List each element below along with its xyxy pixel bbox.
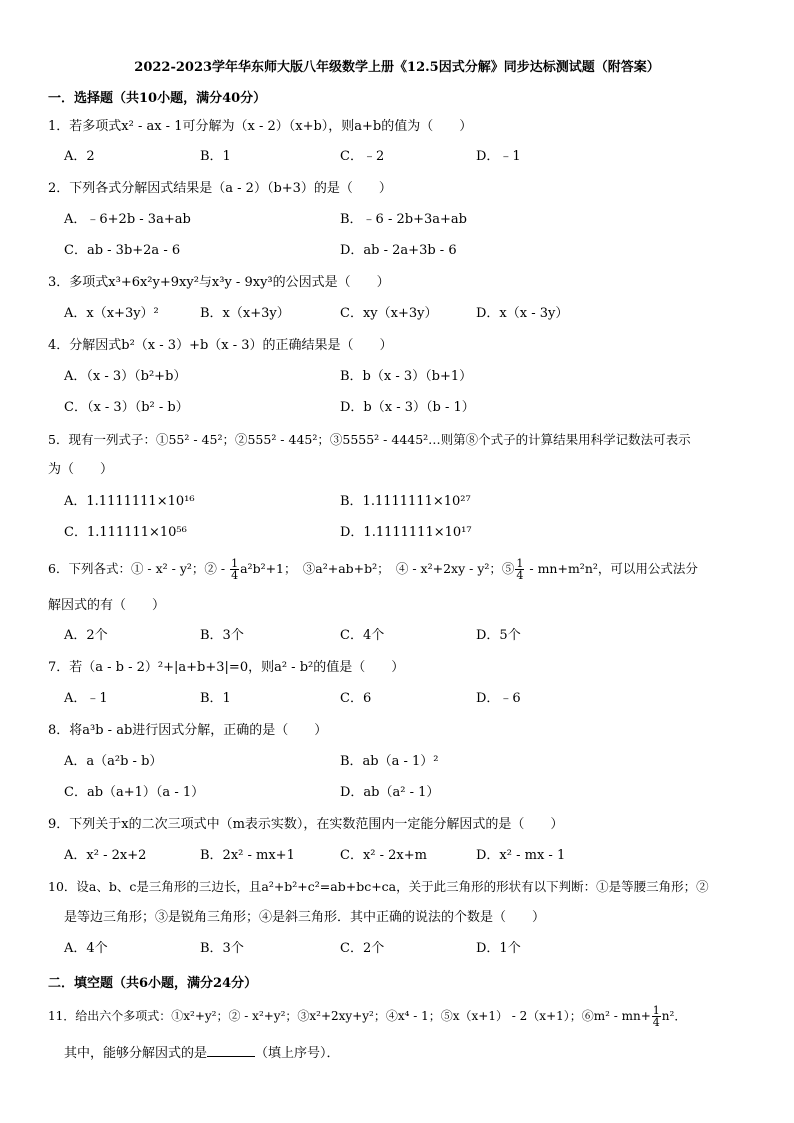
- page-title: 2022-2023学年华东师大版八年级数学上册《12.5因式分解》同步达标测试题（附答案）: [134, 60, 660, 75]
- question-7-stem: 7．若（a - b - 2）²+|a+b+3|=0，则a² - b²的值是（ ）: [48, 660, 405, 675]
- question-8-stem: 8．将a³b - ab进行因式分解，正确的是（ ）: [48, 723, 328, 738]
- fraction-one-quarter: [652, 1005, 661, 1028]
- question-7-option-c: C．6: [340, 691, 372, 706]
- question-5-stem: 5．现有一列式子：①55² - 45²；②555² - 445²；③5555² - 4445²…则第⑧个式子的计算结果用科学记数法可表示: [48, 432, 691, 447]
- question-5-stem-continued: 为（ ）: [48, 462, 114, 477]
- question-3-option-c: C．xy（x+3y）: [340, 306, 438, 321]
- question-7-option-a: A．﹣1: [64, 691, 108, 706]
- question-9-option-b: B．2x² - mx+1: [200, 848, 295, 863]
- fraction-one-quarter: [230, 558, 239, 581]
- question-2-option-d: D．ab - 2a+3b - 6: [340, 243, 457, 258]
- question-11-stem-continued: [64, 1044, 340, 1063]
- question-8-option-b: B．ab（a - 1）²: [340, 754, 439, 769]
- question-9-option-a: A．x² - 2x+2: [64, 848, 147, 863]
- question-2-option-a: A．﹣6+2b - 3a+ab: [64, 212, 191, 227]
- question-3-stem: 3．多项式x³+6x²y+9xy²与x³y - 9xy³的公因式是（ ）: [48, 275, 390, 290]
- question-1-option-d: D．﹣1: [476, 149, 521, 164]
- question-6-option-a: A．2个: [64, 628, 108, 643]
- question-7-option-b: B．1: [200, 691, 231, 706]
- question-10-option-d: D．1个: [476, 941, 521, 956]
- fraction-numerator: 1: [516, 557, 524, 570]
- question-4-stem: 4．分解因式b²（x - 3）+b（x - 3）的正确结果是（ ）: [48, 338, 393, 353]
- question-5-option-a: A．1.1111111×10¹⁶: [64, 494, 195, 509]
- question-11-text-part2: n²．: [661, 1009, 687, 1023]
- question-10-option-b: B．3个: [200, 941, 244, 956]
- question-7-option-d: D．﹣6: [476, 691, 521, 706]
- question-9-stem: 9．下列关于x的二次三项式中（m表示实数），在实数范围内一定能分解因式的是（ ）: [48, 817, 564, 832]
- question-4-option-d: D．b（x - 3）（b - 1）: [340, 400, 475, 415]
- question-10-stem-continued: 是等边三角形；③是锐角三角形；④是斜三角形．其中正确的说法的个数是（ ）: [64, 910, 546, 925]
- question-6-text-part1: 6．下列各式：① - x² - y²；② -: [48, 561, 230, 576]
- question-10-stem: 10．设a、b、c是三角形的三边长，且a²+b²+c²=ab+bc+ca，关于此三角形的形状有以下判断：①是等腰三角形；②: [48, 879, 709, 894]
- question-6-option-c: C．4个: [340, 628, 385, 643]
- question-5-option-b: B．1.1111111×10²⁷: [340, 494, 471, 509]
- question-4-option-b: B．b（x - 3）（b+1）: [340, 369, 473, 384]
- question-8-option-a: A．a（a²b - b）: [64, 754, 163, 769]
- question-11-instruction: （填上序号）．: [255, 1046, 340, 1061]
- question-4-option-a: A．（x - 3）（b²+b）: [64, 369, 187, 384]
- question-6-option-b: B．3个: [200, 628, 244, 643]
- question-6-option-d: D．5个: [476, 628, 521, 643]
- question-11-prompt: 其中，能够分解因式的是: [64, 1046, 208, 1061]
- question-11-stem: [48, 1005, 686, 1028]
- question-6-text-part2: a²b²+1； ③a²+ab+b²； ④ - x²+2xy - y²；⑤: [240, 561, 515, 576]
- question-1-stem: 1．若多项式x² - ax - 1可分解为（x - 2）（x+b），则a+b的值为（ ）: [48, 119, 473, 134]
- question-1-option-b: B．1: [200, 149, 231, 164]
- question-9-option-d: D．x² - mx - 1: [476, 848, 566, 863]
- question-1-option-c: C．﹣2: [340, 149, 385, 164]
- fraction-denominator: 4: [231, 569, 239, 582]
- fraction-denominator: 4: [516, 569, 524, 582]
- question-8-option-d: D．ab（a² - 1）: [340, 785, 440, 800]
- question-3-option-b: B．x（x+3y）: [200, 306, 290, 321]
- question-10-option-c: C．2个: [340, 941, 385, 956]
- question-6-text-part3: - mn+m²n²，可以用公式法分: [525, 561, 698, 576]
- question-8-option-c: C．ab（a+1）（a - 1）: [64, 785, 205, 800]
- answer-blank[interactable]: [207, 1044, 255, 1057]
- question-6-stem-continued: 解因式的有（ ）: [48, 598, 166, 613]
- question-2-option-c: C．ab - 3b+2a - 6: [64, 243, 181, 258]
- question-11-text-part1: 11．给出六个多项式：①x²+y²；② - x²+y²；③x²+2xy+y²；④x⁴ - 1；⑤x（x+1） - 2（x+1）；⑥m² - mn+: [48, 1009, 651, 1023]
- question-2-stem: 2．下列各式分解因式结果是（a - 2）（b+3）的是（ ）: [48, 181, 392, 196]
- fraction-one-quarter: [515, 558, 524, 581]
- question-5-option-d: D．1.1111111×10¹⁷: [340, 525, 472, 540]
- question-3-option-d: D．x（x - 3y）: [476, 306, 569, 321]
- question-5-option-c: C．1.111111×10⁵⁶: [64, 525, 187, 540]
- question-2-option-b: B．﹣6 - 2b+3a+ab: [340, 212, 467, 227]
- question-3-option-a: A．x（x+3y）²: [64, 306, 159, 321]
- fraction-denominator: 4: [652, 1016, 660, 1029]
- fraction-numerator: 1: [231, 557, 239, 570]
- question-1-option-a: A．2: [64, 149, 95, 164]
- section-heading-fill-in: 二．填空题（共6小题，满分24分）: [48, 976, 258, 991]
- question-10-option-a: A．4个: [64, 941, 108, 956]
- question-6-stem: [48, 558, 698, 581]
- section-heading-choice: 一．选择题（共10小题，满分40分）: [48, 91, 267, 106]
- question-4-option-c: C．（x - 3）（b² - b）: [64, 400, 189, 415]
- question-9-option-c: C．x² - 2x+m: [340, 848, 427, 863]
- fraction-numerator: 1: [652, 1004, 660, 1017]
